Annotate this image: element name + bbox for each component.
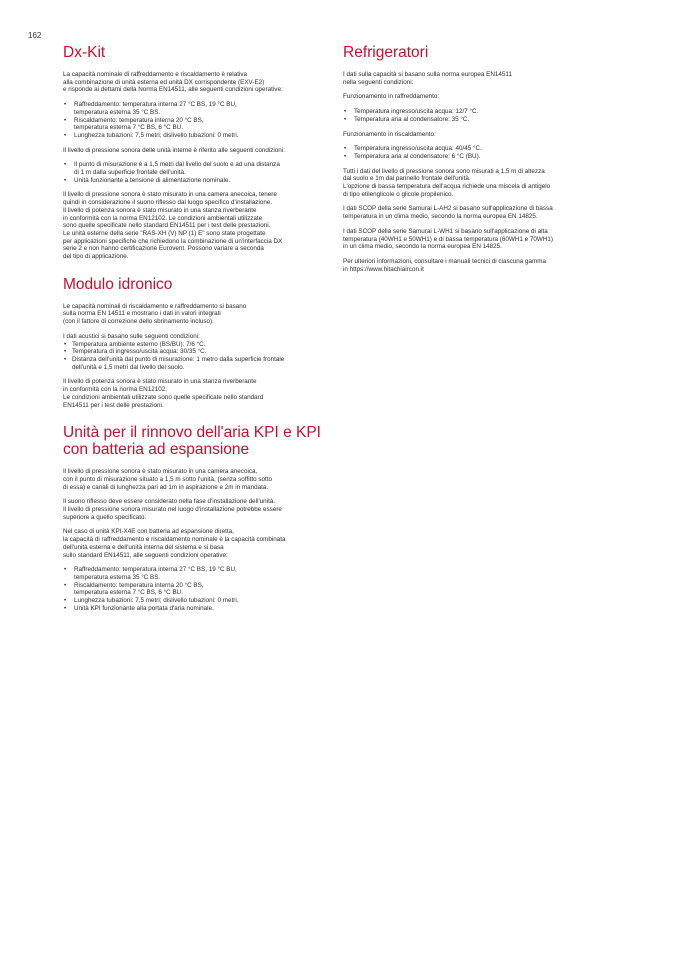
list-item: • Temperatura aria al condensatore: 6 °C (BU).	[343, 153, 593, 161]
kpi-conditions	[63, 566, 333, 612]
modulo-idronico-title: Modulo idronico	[63, 275, 173, 293]
left-column	[63, 44, 333, 619]
kpi-paragraph-2: Il suono riflesso deve essere considerato nella fase d'installazione dell'unità. Il livello di pressione sonora misurato nel luogo d'installazione potrebbe essere superiore a quello specificato.	[63, 498, 282, 521]
refrigeratori-paragraph-1: Tutti i dati del livello di pressione sonora sono misurati a 1,5 m di altezza dal suolo e 1m dal pannello frontale dell'unità. L'opzione di bassa temperatura dell'acqua richiede una miscela di antigelo di tipo etilenglicole o glicole propilenico.	[343, 167, 551, 198]
dx-kit-conditions	[63, 101, 333, 140]
heating-heading: Funzionamento in riscaldamento:	[343, 130, 436, 138]
list-item: • Temperatura ingresso/uscita acqua: 12/7 °C.	[343, 108, 593, 116]
list-item: • Distanza dell'unità dal punto di misurazione: 1 metro dalla superficie frontale dell'unità e 1,5 metri dal livello del suolo.	[63, 356, 333, 371]
list-item: • Temperatura di ingresso/uscita acqua: 30/35 °C.	[63, 348, 333, 356]
list-item: • Unità funzionante a tensione di alimentazione nominale.	[63, 177, 333, 185]
list-item: • Riscaldamento: temperatura interna 20 °C BS, temperatura esterna 7 °C BS, 6 °C BU.	[63, 582, 333, 597]
modulo-idronico-section	[63, 276, 333, 409]
heating-conditions	[343, 145, 593, 160]
kpi-section	[63, 424, 333, 612]
dx-kit-notes: Il livello di pressione sonora è stato misurato in una camera anecoica, tenere quindi in considerazione il suono riflesso dal luogo specifico d'installazione. Il livello di potenza sonora è stato misurato in una stanza riverberante in conformità con la norma EN12102. Le condizioni ambientali utilizzate sono quelle specificate nello standard EN14511 per i test delle prestazioni. Le unità esterne della serie "RAS-XH (V) NP (1) E" sono state progettate per applicazioni specifiche che richiedono la combinazione di un'interfaccia DX serie 2 e non hanno certificazione Eurovent. Possono variare a seconda del tipo di applicazione.	[63, 191, 283, 261]
list-item: • Lunghezza tubazioni: 7,5 metri; dislivello tubazioni: 0 metri.	[63, 597, 333, 605]
kpi-paragraph-3: Nel caso di unità KPI-X4E con batteria ad espansione diretta, la capacità di raffreddamento e riscaldamento nominale è la capacità combinata dell'unità esterna e dell'unità interna del sistema e si basa sullo standard EN14511, alle seguenti condizioni operative:	[63, 528, 286, 559]
page-number: 162	[28, 31, 42, 40]
dx-kit-sound-conditions	[63, 161, 333, 184]
list-item: • Unità KPI funzionante alla portata d'aria nominale.	[63, 605, 333, 613]
list-item: • Temperatura ingresso/uscita acqua: 40/45 °C.	[343, 145, 593, 153]
refrigeratori-section	[343, 44, 593, 273]
right-column	[343, 44, 593, 280]
cooling-conditions	[343, 108, 593, 123]
modulo-intro: Le capacità nominali di riscaldamento e raffreddamento si basano sulla norma EN 14511 e mostrano i dati in valori integrati (con il fattore di correzione dello sbrinamento incluso).	[63, 302, 247, 326]
refrigeratori-title: Refrigeratori	[343, 44, 429, 61]
list-item: • Temperatura aria al condensatore: 35 °C.	[343, 116, 593, 124]
refrigeratori-paragraph-3: I dati SCOP della serie Samurai L-WH1 si basano sull'applicazione di alta temperatura (40WH1 e 50WH1) e di bassa temperatura (60WH1 e 70WH1) in un clima medio, secondo la norma europea EN 14825.	[343, 227, 553, 251]
kpi-paragraph-1: Il livello di pressione sonora è stato misurato in una camera anecoica, con il punto di misurazione situato a 1,5 m sotto l'unità, (senza soffitto sotto di essa) e canali di lunghezza pari ad 1m in aspirazione e 2m in mandata.	[63, 468, 272, 491]
list-item: • Raffreddamento: temperatura interna 27 °C BS, 19 °C BU, temperatura esterna 35 °C BS.	[63, 566, 333, 581]
refrigeratori-intro: I dati sulla capacità si basano sulla norma europea EN14511 nella seguenti condizioni:	[343, 71, 512, 86]
cooling-heading: Funzionamento in raffreddamento:	[343, 93, 440, 101]
dx-kit-title: Dx-Kit	[63, 44, 106, 61]
list-item: • Raffreddamento: temperatura interna 27 °C BS, 19 °C BU, temperatura esterna 35 °C BS.	[63, 101, 333, 116]
dx-kit-sound-intro: Il livello di pressione sonora delle unità interne è riferito alle seguenti condizioni:	[63, 146, 285, 154]
list-item: • Riscaldamento: temperatura interna 20 °C BS, temperatura esterna 7 °C BS, 6 °C BU.	[63, 117, 333, 132]
dx-kit-section	[63, 44, 333, 261]
dx-kit-intro: La capacità nominale di raffreddamento e riscaldamento è relativa alla combinazione di unità esterna ed unità DX corrispondente (EXV-E2) e risponde ai dettami della Norma EN14511, alle seguenti condizioni operative:	[63, 71, 283, 94]
modulo-acoustic-conditions	[63, 341, 333, 372]
modulo-notes: Il livello di potenza sonora è stato misurato in una stanza riverberante in conformità con la norma EN12102. Le condizioni ambientali utilizzate sono quelle specificate nello standard EN14511 per i test delle prestazioni.	[63, 378, 264, 409]
list-item: • Temperatura ambiente esterno (BS/BU): 7/6 °C.	[63, 341, 333, 349]
list-item: • Lunghezza tubazioni: 7,5 metri; dislivello tubazioni: 0 metri.	[63, 132, 333, 140]
refrigeratori-paragraph-4: Per ulteriori informazioni, consultare i manuali tecnici di ciascuna gamma in https://www.hitachiaircon.it	[343, 257, 546, 273]
modulo-acoustic-intro: I dati acustici si basano sulle seguenti condizioni:	[63, 332, 200, 340]
refrigeratori-paragraph-2: I dati SCOP della serie Samurai L-AH2 si basano sull'applicazione di bassa temperatura in un clima medio, secondo la norma europea EN 14825.	[343, 205, 553, 221]
list-item: • Il punto di misurazione è a 1,5 metri dal livello del suolo e ad una distanza di 1 m dalla superficie frontale dell'unità.	[63, 161, 333, 176]
kpi-title: Unità per il rinnovo dell'aria KPI e KPI con batteria ad espansione	[63, 424, 321, 459]
